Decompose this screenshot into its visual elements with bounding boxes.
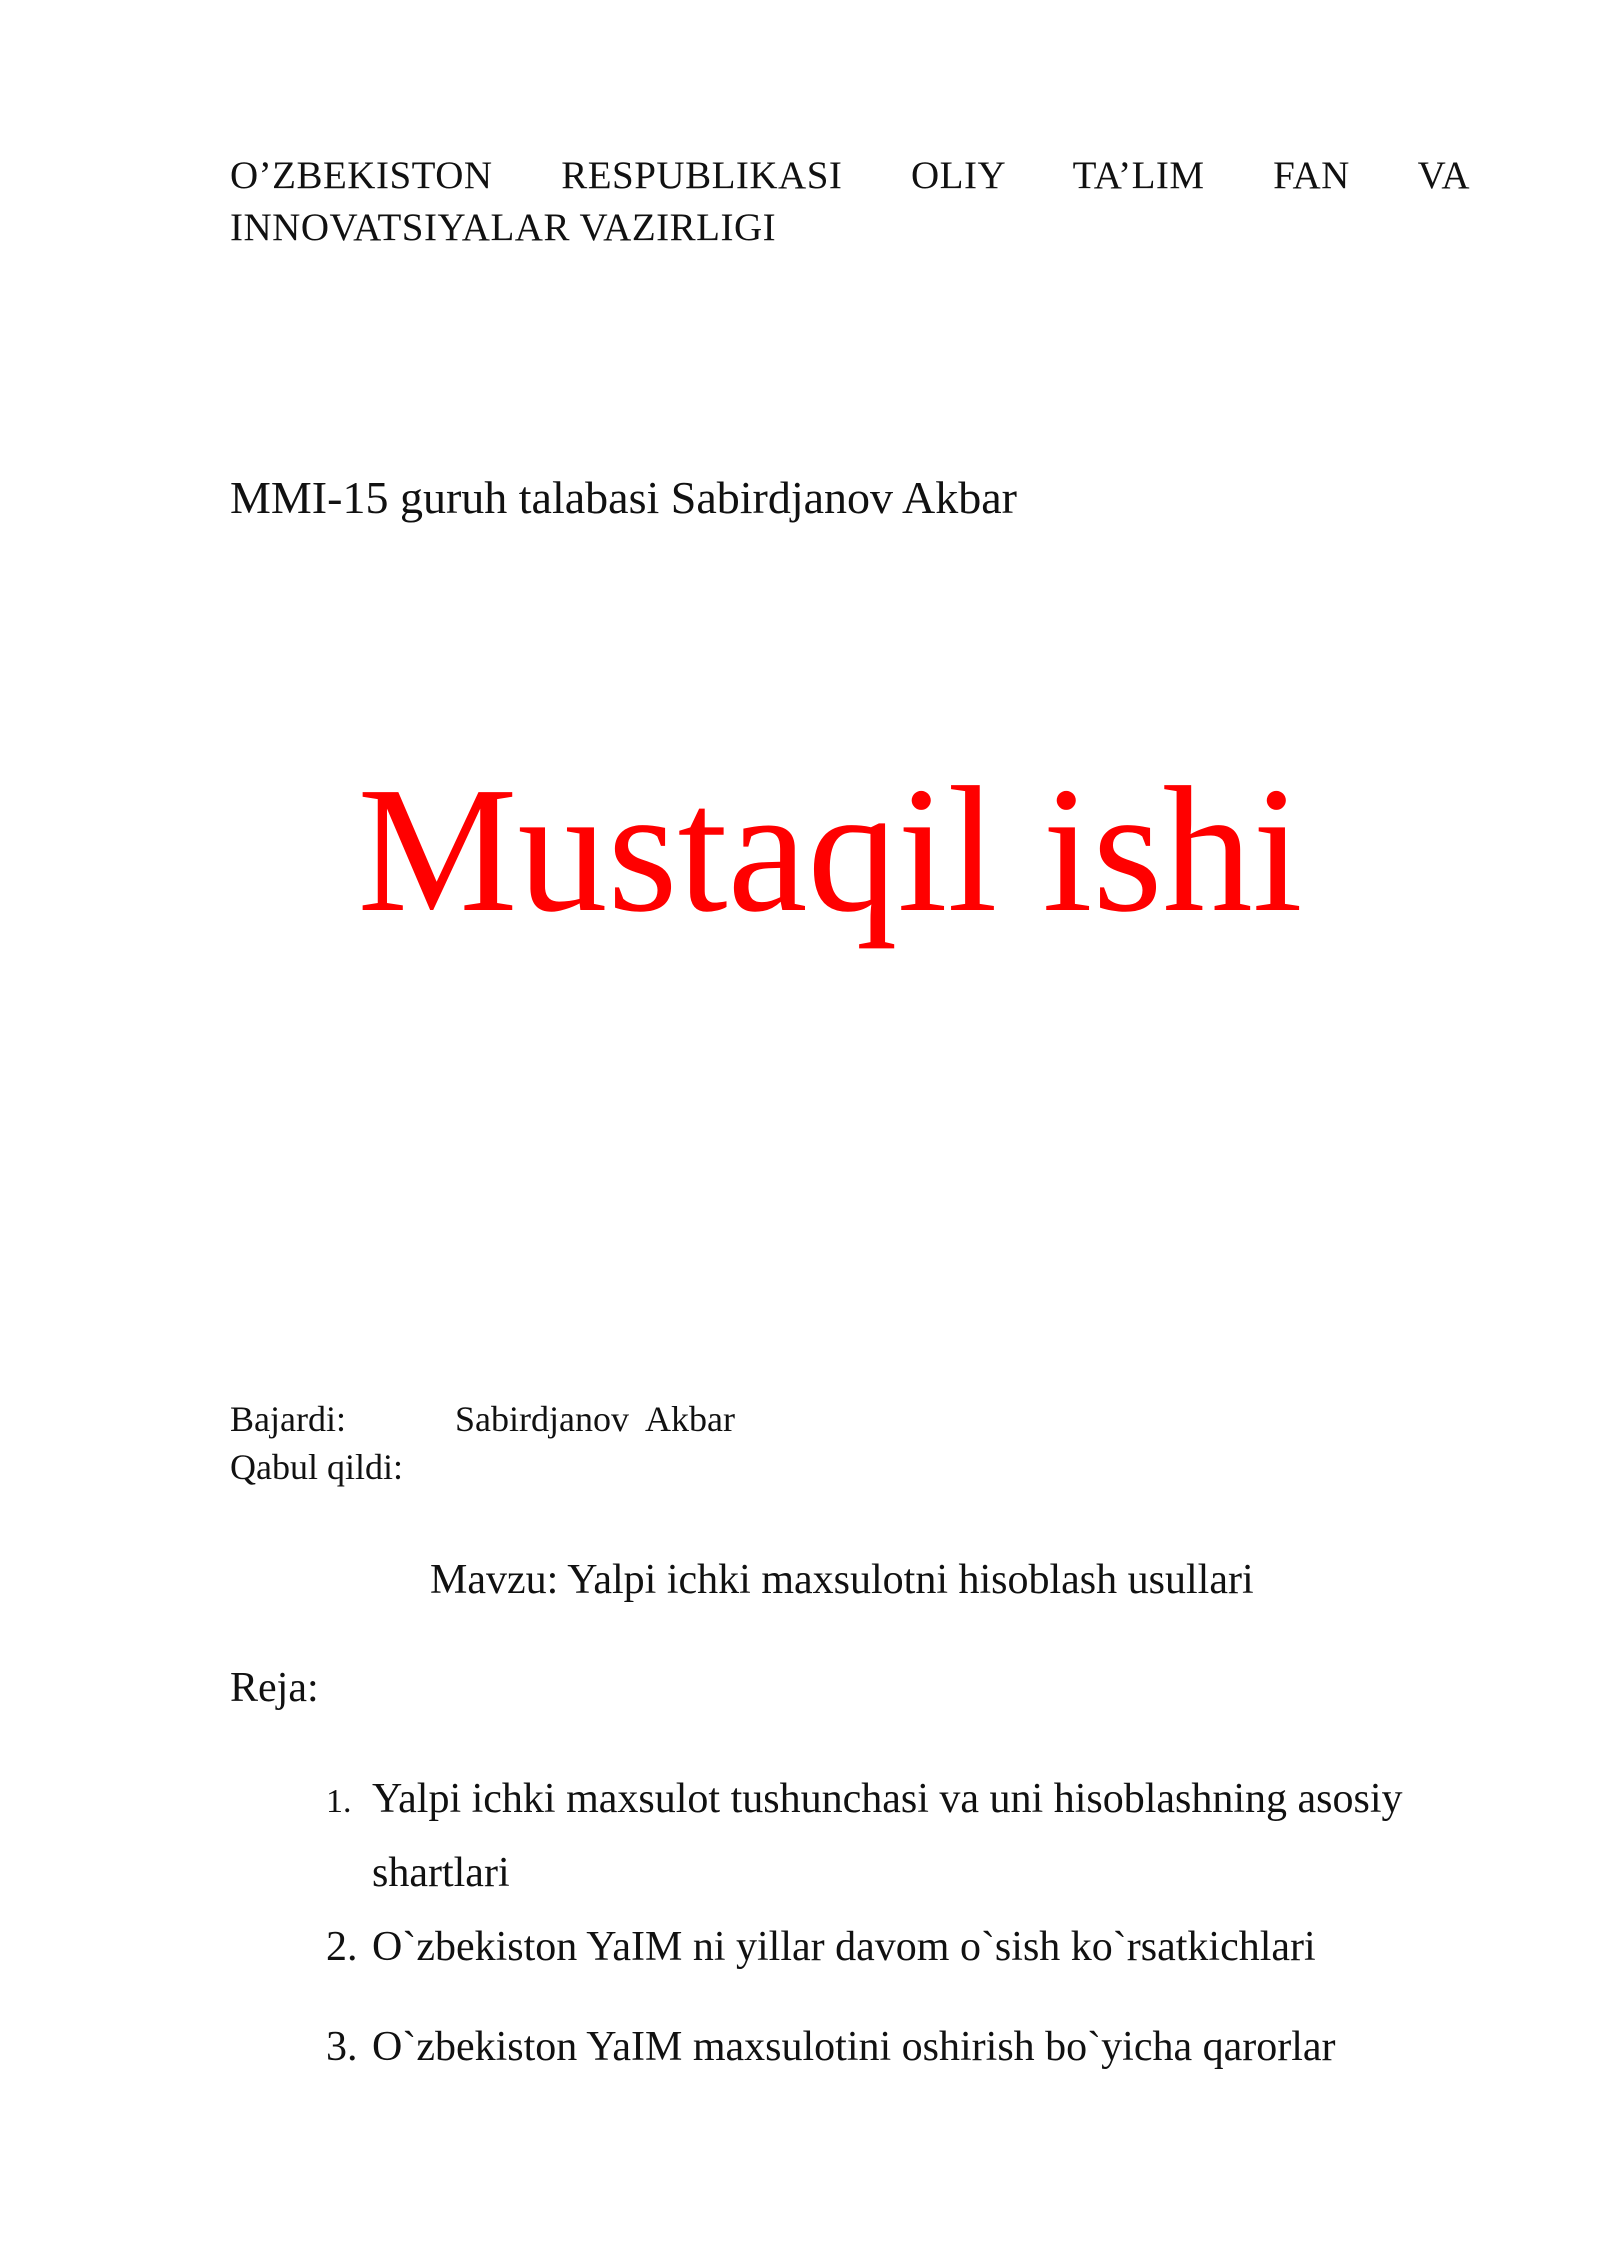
plan-item-text: Yalpi ichki maxsulot tushunchasi va uni hisoblashning asosiy shartlari bbox=[372, 1776, 1403, 1896]
performed-by-value: Sabirdjanov Akbar bbox=[455, 1399, 735, 1439]
plan-list bbox=[326, 1762, 1476, 2084]
ministry-header-line-2: INNOVATSIYALAR VAZIRLIGI bbox=[230, 206, 777, 249]
author-info bbox=[230, 1395, 735, 1491]
ministry-header bbox=[230, 150, 1470, 254]
plan-item-number: 2. bbox=[326, 1924, 358, 1970]
topic-line: Mavzu: Yalpi ichki maxsulotni hisoblash usullari bbox=[430, 1557, 1254, 1603]
plan-item-text: O`zbekiston YaIM ni yillar davom o`sish ko`rsatkichlari bbox=[372, 1924, 1316, 1970]
student-group-line: MMI-15 guruh talabasi Sabirdjanov Akbar bbox=[230, 472, 1017, 523]
plan-item-text: O`zbekiston YaIM maxsulotini oshirish bo`yicha qarorlar bbox=[372, 2024, 1336, 2070]
plan-item bbox=[326, 2010, 1476, 2084]
plan-label: Reja: bbox=[230, 1665, 319, 1711]
document-title: Mustaqil ishi bbox=[357, 750, 1303, 949]
performed-by-label: Bajardi: bbox=[230, 1399, 346, 1439]
accepted-by-label: Qabul qildi: bbox=[230, 1447, 403, 1487]
performed-by-row bbox=[230, 1395, 735, 1443]
plan-item bbox=[326, 1910, 1476, 1984]
plan-item-number: 1. bbox=[326, 1783, 352, 1820]
ministry-header-line-1: O’ZBEKISTON RESPUBLIKASI OLIY TA’LIM FAN VA bbox=[230, 154, 1470, 197]
plan-item bbox=[326, 1762, 1476, 1910]
accepted-by-row bbox=[230, 1443, 735, 1491]
plan-item-number: 3. bbox=[326, 2024, 358, 2070]
